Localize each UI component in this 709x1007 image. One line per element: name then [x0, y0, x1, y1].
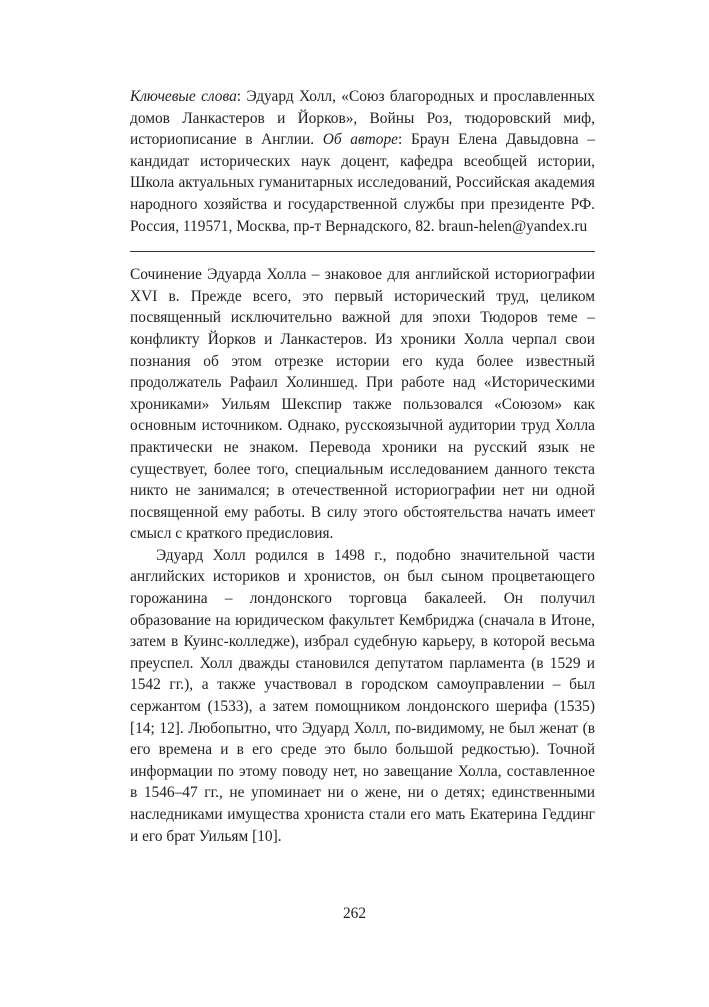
body-paragraph-2: Эдуард Холл родился в 1498 г., подобно значительной части английских историков и хронистов, он был сыном процветающего горожанина – лондонского торговца бакалеей. Он получил образование на юридическом факультет Кембриджа (сначала в Итоне, затем в Куинс-колледже), избрал судебную карьеру, в которой весьма преуспел. Холл дважды становился депутатом парламента (в 1529 и 1542 гг.), а также участвовал в городском самоуправлении – был сержантом (1533), а затем помощником лондонского шерифа (1535) [14; 12]. Любопытно, что Эдуард Холл, по-видимому, не был женат (в его времена и в его среде это было большой редкостью). Точной информации по этому поводу нет, но завещание Холла, составленное в 1546–47 гг., не упоминает ни о жене, ни о детях; единственными наследниками имущества хрониста стали его мать Екатерина Геддинг и его брат Уильям [10]. — [130, 546, 595, 845]
keywords-label: Ключевые слова — [130, 88, 237, 105]
author-label: Об авторе — [322, 131, 399, 149]
keywords-block — [130, 86, 595, 237]
keywords-text: : Эдуард Холл, «Союз благородных и прославленных домов Ланкастеров и Йорков», Войны Роз, тюдоровский миф, историописание в Англии. — [130, 88, 595, 149]
page-content — [130, 86, 595, 847]
section-divider — [130, 251, 595, 252]
body-paragraph-1: Сочинение Эдуарда Холла – знаковое для английской историографии XVI в. Прежде всего, это первый исторический труд, целиком посвященный исключительно важной для эпохи Тюдоров теме – конфликту Йорков и Ланкастеров. Из хроники Холла черпал свои познания об этом отрезке истории его куда более известный продолжатель Рафаил Холиншед. При работе над «Историческими хрониками» Уильям Шекспир также пользовался «Союзом» как основным источником. Однако, русскоязычной аудитории труд Холла практически не знаком. Перевода хроники на русский язык не существует, более того, специальным исследованием данного текста никто не занимался; в отечественной историографии нет ни одной посвященной ему работы. В силу этого обстоятельства начать имеет смысл с краткого предисловия. — [130, 266, 595, 543]
page-number: 262 — [342, 905, 367, 922]
author-text: : Браун Елена Давыдовна – кандидат исторических наук доцент, кафедра всеобщей истории, Школа актуальных гуманитарных исследований, Российская академия народного хозяйства и государственной службы при президенте РФ. Россия, 119571, Москва, пр-т Вернадского, 82. braun-helen@yandex.ru — [130, 131, 596, 235]
